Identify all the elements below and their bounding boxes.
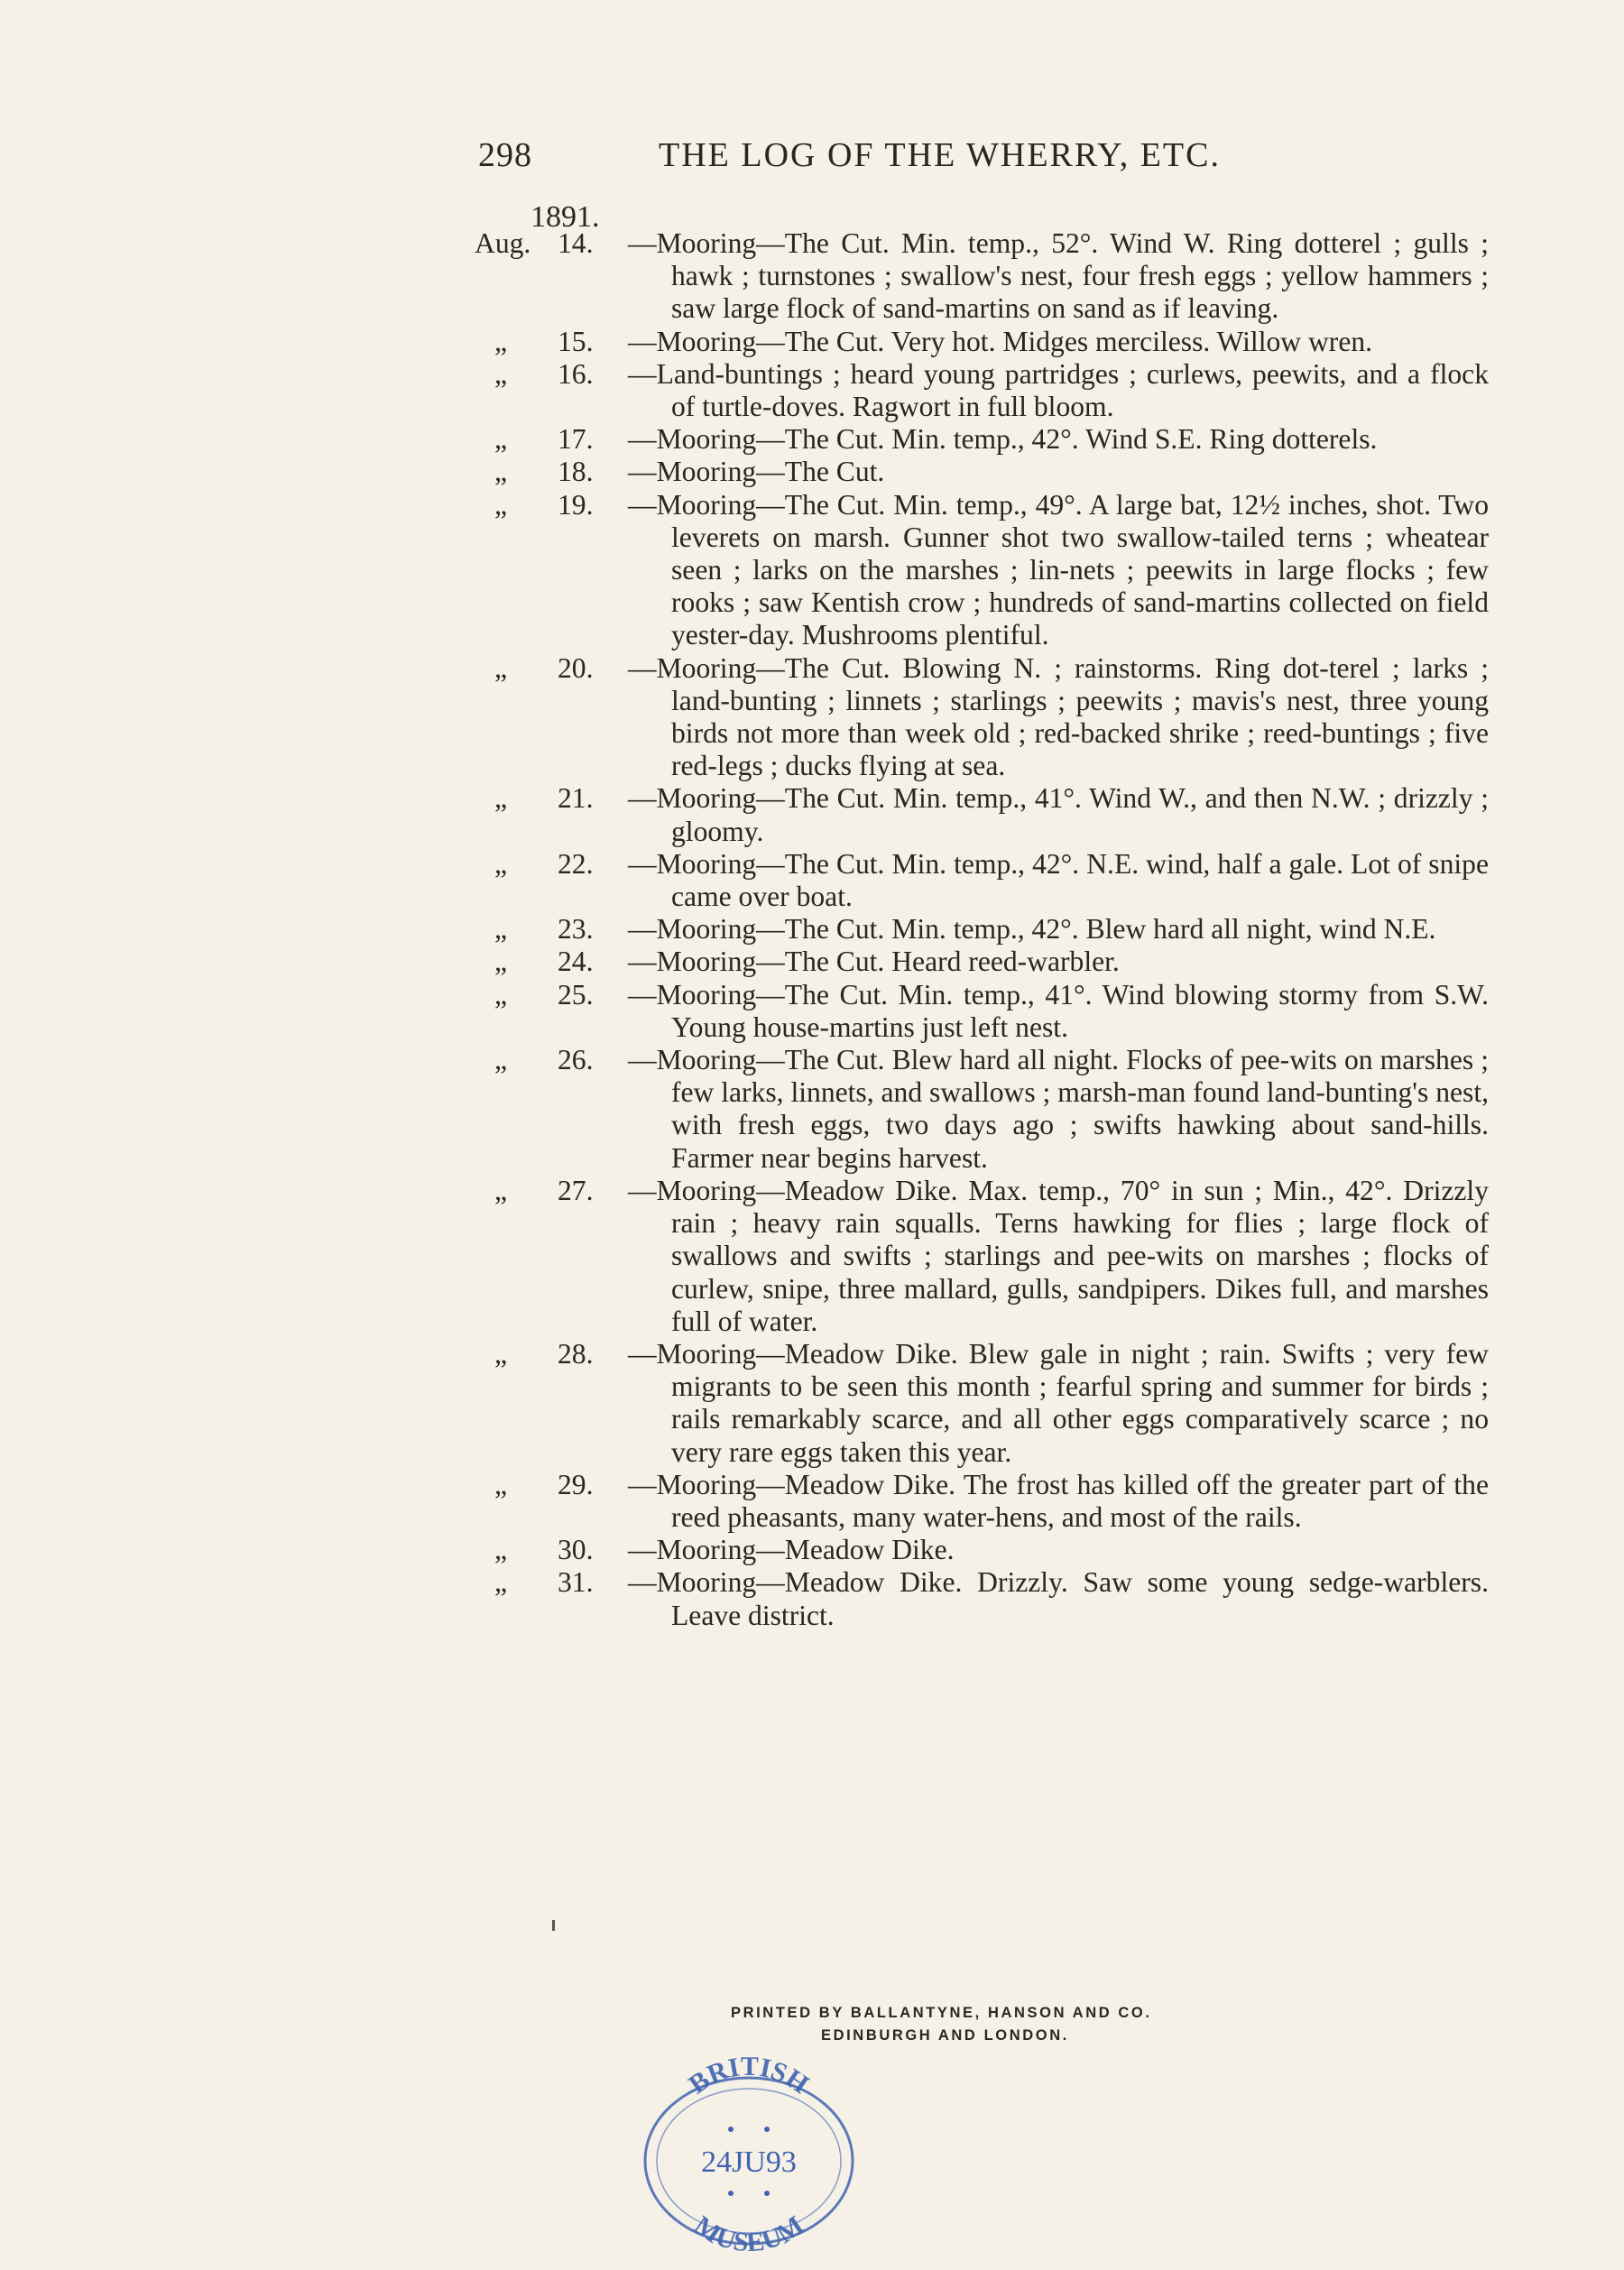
ditto-mark: „	[494, 847, 508, 880]
entry-text: —Land-buntings ; heard young partridges ; curlews, peewits, and a flock of turtle-doves. Ragwort in full bloom.	[628, 357, 1489, 423]
ditto-mark: „	[494, 1337, 508, 1370]
log-entry	[475, 1469, 1489, 1534]
page-number: 298	[478, 136, 532, 174]
log-entry	[475, 652, 1489, 783]
imprint-line-1: PRINTED BY BALLANTYNE, HANSON AND CO.	[731, 2005, 1152, 2021]
stamp-date: 24JU93	[701, 2145, 797, 2179]
entry-day: 24.	[558, 946, 594, 978]
ditto-mark: „	[494, 488, 508, 521]
entry-text: —Mooring—The Cut. Blew hard all night. Flocks of pee-wits on marshes ; few larks, linnets, and swallows ; marsh-man found land-bunting's nest, with fresh eggs, two days ago ; swifts hawking about sand-hills. Farmer near begins harvest.	[628, 1044, 1489, 1174]
entry-text: —Mooring—Meadow Dike. Drizzly. Saw some young sedge-warblers. Leave district.	[628, 1566, 1489, 1631]
imprint-line-2: EDINBURGH AND LONDON.	[821, 2027, 1069, 2044]
ditto-mark: „	[494, 946, 508, 978]
year-heading: 1891.	[531, 200, 600, 234]
ditto-mark: „	[494, 423, 508, 456]
entry-day: 30.	[558, 1534, 594, 1566]
entry-day: 15.	[558, 325, 594, 357]
running-title: THE LOG OF THE WHERRY, ETC.	[659, 136, 1221, 174]
ditto-mark: „	[494, 978, 508, 1010]
log-entry	[475, 326, 1489, 358]
ditto-mark: „	[494, 357, 508, 390]
log-entry	[475, 227, 1489, 326]
entry-text: —Mooring—The Cut. Min. temp., 52°. Wind W. Ring dotterel ; gulls ; hawk ; turnstones ; swallow's nest, four fresh eggs ; yellow hammers ; saw large flock of sand-martins on sand as if leaving.	[628, 227, 1489, 325]
log-entry	[475, 1566, 1489, 1631]
ditto-mark: „	[494, 456, 508, 488]
entry-day: 26.	[558, 1044, 594, 1076]
entry-month: Aug.	[475, 227, 531, 259]
log-entry	[475, 358, 1489, 423]
ditto-mark: „	[494, 782, 508, 815]
entry-text: —Mooring—The Cut. Min. temp., 42°. Blew hard all night, wind N.E.	[628, 913, 1436, 946]
entry-text: —Mooring—The Cut. Blowing N. ; rainstorms. Ring dot-terel ; larks ; land-bunting ; linnets ; starlings ; peewits ; mavis's nest, three young birds not more than week old ; red-backed shrike ; reed-buntings ; five red-legs ; ducks flying at sea.	[628, 651, 1489, 782]
entry-text: —Mooring—The Cut. Min. temp., 42°. N.E. wind, half a gale. Lot of snipe came over boat.	[628, 847, 1489, 913]
svg-text:BRITISH	[683, 2052, 814, 2099]
log-entry	[475, 1534, 1489, 1566]
log-entry	[475, 848, 1489, 913]
entry-day: 20.	[558, 651, 594, 684]
ditto-mark: „	[494, 1468, 508, 1500]
ditto-mark: „	[494, 1534, 508, 1566]
entry-text: —Mooring—The Cut. Min. temp., 49°. A large bat, 12½ inches, shot. Two leverets on marsh. Gunner shot two swallow-tailed terns ; wheatear seen ; larks on the marshes ; lin-nets ; peewits in large flocks ; few rooks ; saw Kentish crow ; hundreds of sand-martins collected on field yester-day. Mushrooms plentiful.	[628, 488, 1489, 651]
stamp-bottom-text: MUSEUM	[688, 2210, 809, 2251]
entry-text: —Mooring—Meadow Dike. Blew gale in night ; rain. Swifts ; very few migrants to be seen this month ; fearful spring and summer for birds ; rails remarkably scarce, and all other eggs comparatively scarce ; no very rare eggs taken this year.	[628, 1337, 1489, 1468]
entry-text: —Mooring—Meadow Dike. Max. temp., 70° in sun ; Min., 42°. Drizzly rain ; heavy rain squalls. Terns hawking for flies ; large flock of swallows and swifts ; starlings and pee-wits on marshes ; flocks of curlew, snipe, three mallard, gulls, sandpipers. Dikes full, and marshes full of water.	[628, 1174, 1489, 1337]
log-entry	[475, 913, 1489, 946]
entry-text: —Mooring—The Cut. Very hot. Midges merciless. Willow wren.	[628, 325, 1373, 357]
svg-text:MUSEUM	[688, 2210, 808, 2251]
entry-text: —Mooring—The Cut. Heard reed-warbler.	[628, 946, 1120, 978]
stamp-top-text: BRITISH	[683, 2051, 815, 2100]
log-entry	[475, 489, 1489, 652]
ditto-mark: „	[494, 651, 508, 684]
entry-day: 19.	[558, 488, 594, 521]
entry-text: —Mooring—Meadow Dike.	[628, 1534, 955, 1566]
entry-day: 31.	[558, 1566, 594, 1599]
ditto-mark: „	[494, 1566, 508, 1599]
log-entry	[475, 1175, 1489, 1338]
entry-day: 28.	[558, 1337, 594, 1370]
entry-text: —Mooring—Meadow Dike. The frost has killed off the greater part of the reed pheasants, many water-hens, and most of the rails.	[628, 1468, 1489, 1533]
log-entry	[475, 423, 1489, 456]
entry-day: 21.	[558, 782, 594, 815]
log-entry	[475, 1338, 1489, 1469]
entry-text: —Mooring—The Cut. Min. temp., 41°. Wind W., and then N.W. ; drizzly ; gloomy.	[628, 782, 1489, 847]
entry-text: —Mooring—The Cut. Min. temp., 41°. Wind blowing stormy from S.W. Young house-martins just left nest.	[628, 978, 1489, 1043]
entry-day: 14.	[558, 227, 594, 259]
stray-mark	[552, 1920, 555, 1931]
log-entry	[475, 946, 1489, 978]
log-entries	[475, 227, 1489, 1632]
entry-day: 29.	[558, 1468, 594, 1500]
entry-day: 27.	[558, 1174, 594, 1206]
log-entry	[475, 979, 1489, 1044]
ditto-mark: „	[494, 913, 508, 946]
ditto-mark: „	[494, 1174, 508, 1206]
entry-day: 17.	[558, 423, 594, 456]
log-entry	[475, 782, 1489, 847]
entry-day: 22.	[558, 847, 594, 880]
entry-text: —Mooring—The Cut. Min. temp., 42°. Wind S.E. Ring dotterels.	[628, 423, 1378, 456]
museum-stamp	[636, 2035, 862, 2251]
ditto-mark: „	[494, 325, 508, 357]
entry-day: 16.	[558, 357, 594, 390]
entry-text: —Mooring—The Cut.	[628, 456, 885, 488]
entry-day: 25.	[558, 978, 594, 1010]
log-entry	[475, 1044, 1489, 1175]
entry-day: 23.	[558, 913, 594, 946]
ditto-mark: „	[494, 1044, 508, 1076]
log-entry	[475, 456, 1489, 488]
entry-day: 18.	[558, 456, 594, 488]
